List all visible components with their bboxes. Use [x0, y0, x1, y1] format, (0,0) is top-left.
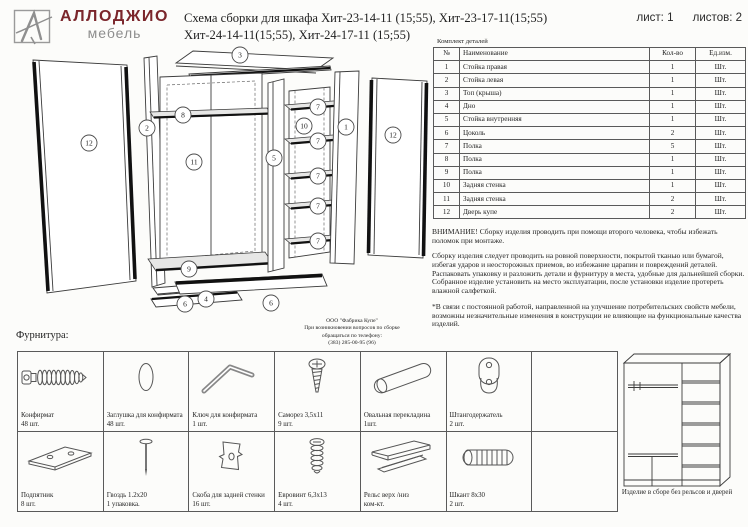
callout-9: [181, 261, 197, 277]
callout-7-1: [310, 99, 326, 115]
table-row: [434, 206, 746, 219]
cell-name: Полка: [460, 153, 650, 166]
col-qty: Кол-во: [650, 48, 696, 61]
cell-num: 6: [434, 127, 460, 140]
hardware-cell-rail: [360, 432, 446, 512]
rail-icon: [362, 435, 444, 481]
hex-key-icon: [191, 355, 273, 401]
cell-unit: Шт.: [696, 74, 746, 87]
factory-phone: (383) 285-00-95 (96): [328, 339, 376, 346]
cell-num: 4: [434, 100, 460, 113]
hardware-cell-hexkey: [189, 352, 275, 432]
note-install: Собранное изделие установить на место эксплуатации, после установки изделие протереть влажной салфеткой.: [432, 277, 724, 296]
confirmat-screw-icon: [19, 355, 101, 401]
svg-text:7: 7: [316, 102, 320, 112]
parts-header-row: [434, 48, 746, 61]
hardware-item-qty: 48 шт.: [21, 420, 40, 428]
cell-name: Полка: [460, 140, 650, 153]
svg-text:11: 11: [190, 157, 198, 167]
cell-name: Полка: [460, 166, 650, 179]
hardware-item-qty: 4 шт.: [278, 500, 293, 508]
hardware-item-qty: 2 шт.: [449, 420, 465, 428]
hardware-cell-nail: [103, 432, 189, 512]
callout-6-bottom: [263, 295, 279, 311]
cell-unit: Шт.: [696, 61, 746, 74]
hardware-item-name: Штангодержатель: [449, 412, 503, 420]
cell-unit: Шт.: [696, 193, 746, 206]
cell-qty: 1: [650, 100, 696, 113]
factory-note-line: При возникновении вопросов по сборке: [304, 325, 400, 332]
brand-name: АЛЛОДЖИО: [60, 8, 170, 25]
cell-unit: Шт.: [696, 113, 746, 126]
cell-num: 3: [434, 87, 460, 100]
cell-qty: 2: [650, 127, 696, 140]
cell-num: 8: [434, 153, 460, 166]
note-surface: Сборку изделия следует проводить на ровной поверхности, покрытой тканью или бумагой, избегая ударов и неосторожных приемов, во избежание царапин и повреждений деталей.: [432, 251, 724, 270]
factory-name: ООО "Фабрика Купе": [326, 318, 378, 324]
euro-screw-icon: [276, 435, 358, 481]
cell-name: Дно: [460, 100, 650, 113]
hardware-item-qty: 9 шт.: [278, 420, 293, 428]
hardware-item-name: Заглушка для конфирмата: [106, 412, 183, 420]
nail-icon: [105, 435, 187, 481]
cell-qty: 2: [650, 206, 696, 219]
hardware-cell-cap: [103, 352, 189, 432]
cell-num: 10: [434, 179, 460, 192]
cell-num: 9: [434, 166, 460, 179]
cell-qty: 1: [650, 61, 696, 74]
table-row: [434, 166, 746, 179]
hardware-item-name: Евровинт 6,3х13: [278, 492, 327, 500]
svg-text:7: 7: [316, 236, 320, 246]
assembly-notes: [432, 228, 746, 336]
page-title: [184, 10, 574, 43]
factory-note-line: обращаться по телефону:: [321, 332, 383, 339]
exploded-diagram: [15, 45, 435, 335]
cell-name: Стойка внутренняя: [460, 113, 650, 126]
cell-unit: Шт.: [696, 100, 746, 113]
hardware-item-qty: 1шт.: [363, 420, 377, 428]
callout-12-right: [385, 127, 401, 143]
hardware-grid: [17, 351, 618, 512]
callout-5: [266, 150, 282, 166]
svg-text:4: 4: [204, 294, 208, 304]
parts-table-caption: Комплект деталей: [437, 38, 488, 45]
callout-10: [296, 118, 312, 134]
hardware-cell-euroscrew: [275, 432, 361, 512]
cell-num: 7: [434, 140, 460, 153]
cell-unit: Шт.: [696, 127, 746, 140]
hardware-item-qty: 1 упаковка.: [106, 500, 140, 508]
callout-3: [232, 47, 248, 63]
cell-num: 12: [434, 206, 460, 219]
cell-qty: 2: [650, 193, 696, 206]
hardware-item-name: Ключ для конфирмата: [192, 412, 258, 420]
cell-qty: 1: [650, 87, 696, 100]
brand-subtitle: мебель: [87, 25, 142, 41]
table-row: [434, 61, 746, 74]
assembled-wardrobe-drawing: [618, 349, 743, 489]
hardware-item-name: Рельс верх /низ: [363, 492, 409, 500]
col-name: Наименование: [460, 48, 650, 61]
parts-table: [433, 47, 746, 219]
sheets-total: листов: 2: [692, 12, 742, 24]
col-unit: Ед.изм.: [696, 48, 746, 61]
hardware-cell-footplate: [18, 432, 104, 512]
svg-text:12: 12: [389, 130, 397, 140]
callout-11: [186, 154, 202, 170]
cell-num: 11: [434, 193, 460, 206]
callout-4: [198, 291, 214, 307]
hardware-row: [18, 432, 618, 512]
right-stand-panel: [330, 71, 359, 264]
hardware-cell-dowel: [446, 432, 532, 512]
table-row: [434, 193, 746, 206]
hardware-item-qty: 8 шт.: [21, 500, 36, 508]
callout-7-3: [310, 168, 326, 184]
hardware-item-name: Саморез 3,5х11: [278, 412, 324, 420]
hardware-item-name: Гвоздь 1.2х20: [106, 492, 147, 500]
table-row: [434, 74, 746, 87]
cell-unit: Шт.: [696, 166, 746, 179]
svg-text:2: 2: [145, 123, 149, 133]
note-unpack: Распаковать упаковку и разложить детали и фурнитуру в места, удобные для дальнейшей сборки.: [432, 268, 745, 278]
hardware-item-name: Шкант 8х30: [449, 492, 485, 500]
cell-name: Цоколь: [460, 127, 650, 140]
cell-unit: Шт.: [696, 179, 746, 192]
rod-holder-icon: [448, 355, 530, 401]
hardware-cell-bracket: [189, 432, 275, 512]
logo-text: [60, 8, 169, 41]
cell-unit: Шт.: [696, 140, 746, 153]
table-row: [434, 100, 746, 113]
warning-note: ВНИМАНИЕ! Сборку изделия проводить при помощи второго человека, чтобы избежать поломок при монтаже.: [432, 227, 718, 245]
cell-qty: 5: [650, 140, 696, 153]
svg-text:5: 5: [272, 153, 276, 163]
hardware-item-qty: 48 шт.: [106, 420, 125, 428]
cell-name: Стойка правая: [460, 61, 650, 74]
dowel-icon: [448, 435, 530, 481]
plinth-long: [175, 274, 327, 294]
hardware-item-qty: ком-кт.: [363, 500, 385, 508]
callout-12-left: [81, 135, 97, 151]
cell-unit: Шт.: [696, 206, 746, 219]
hardware-item-qty: 16 шт.: [192, 500, 211, 508]
cell-qty: 1: [650, 153, 696, 166]
table-row: [434, 153, 746, 166]
table-row: [434, 127, 746, 140]
callout-6-left: [177, 296, 193, 312]
hardware-row: [18, 352, 618, 432]
callout-7-2: [310, 133, 326, 149]
hardware-item-name: Овальная перекладина: [363, 412, 431, 420]
callout-7-5: [310, 233, 326, 249]
hardware-cell-empty: [532, 432, 618, 512]
svg-text:1: 1: [344, 122, 348, 132]
callout-2: [139, 120, 155, 136]
cell-name: Стойка левая: [460, 74, 650, 87]
left-door-panel: [33, 60, 136, 293]
back-wall-bracket-icon: [191, 435, 273, 481]
cell-name: Дверь купе: [460, 206, 650, 219]
page-title-line1: Схема сборки для шкафа Хит-23-14-11 (15;55), Хит-23-17-11(15;55): [184, 11, 548, 25]
assembled-caption: Изделие в сборе без рельсов и дверей: [621, 489, 733, 496]
confirmat-cap-icon: [105, 355, 187, 401]
svg-text:7: 7: [316, 136, 320, 146]
inner-stand-panel: [268, 79, 284, 272]
sheet-info: [621, 12, 742, 24]
large-back-panel: [160, 73, 262, 266]
hardware-cell-samorez: [275, 352, 361, 432]
foot-plate-icon: [19, 435, 101, 481]
table-row: [434, 113, 746, 126]
cell-name: Задняя стенка: [460, 193, 650, 206]
hardware-item-qty: 2 шт.: [449, 500, 465, 508]
table-row: [434, 179, 746, 192]
hardware-cell-rod-holder: [446, 352, 532, 432]
svg-text:7: 7: [316, 171, 320, 181]
hardware-item-name: Подпятник: [21, 492, 54, 500]
hardware-cell-empty: [532, 352, 618, 432]
page-title-line2: Хит-24-14-11(15;55), Хит-24-17-11 (15;55): [184, 27, 411, 42]
cell-name: Топ (крыша): [460, 87, 650, 100]
cell-num: 5: [434, 113, 460, 126]
cell-unit: Шт.: [696, 87, 746, 100]
callout-1: [338, 119, 354, 135]
hardware-item-name: Конфирмат: [21, 412, 55, 420]
hardware-item-qty: 1 шт.: [192, 420, 208, 428]
svg-text:3: 3: [238, 50, 242, 60]
assembly-instructions: [432, 252, 746, 295]
cell-qty: 1: [650, 113, 696, 126]
right-door-panel: [368, 78, 427, 258]
table-row: [434, 87, 746, 100]
self-tapping-screw-icon: [276, 355, 358, 401]
hardware-cell-confirmat: [18, 352, 104, 432]
svg-text:10: 10: [300, 121, 308, 131]
svg-text:8: 8: [181, 110, 185, 120]
hardware-cell-oval-rod: [360, 352, 446, 432]
disclaimer-note: *В связи с постоянной работой, направленной на улучшение потребительских свойств мебели, возможны незначительные изменения в конструкции не влияющие на функциональные качества изделий.: [432, 301, 742, 329]
svg-text:7: 7: [316, 201, 320, 211]
factory-contact: [262, 318, 442, 347]
oval-rod-icon: [362, 355, 444, 401]
cell-num: 2: [434, 74, 460, 87]
callout-7-4: [310, 198, 326, 214]
svg-text:12: 12: [85, 138, 93, 148]
cell-num: 1: [434, 61, 460, 74]
sheet-number: лист: 1: [636, 12, 674, 24]
cell-qty: 1: [650, 166, 696, 179]
cell-name: Задняя стенка: [460, 179, 650, 192]
svg-text:9: 9: [187, 264, 191, 274]
hardware-item-name: Скоба для задней стенки: [192, 492, 265, 500]
brand-logo: [13, 8, 169, 46]
cell-unit: Шт.: [696, 153, 746, 166]
cell-qty: 1: [650, 74, 696, 87]
col-number: №: [434, 48, 460, 61]
svg-text:6: 6: [183, 299, 187, 309]
logo-mark-icon: [13, 8, 53, 46]
hardware-heading: Фурнитура:: [16, 330, 69, 341]
table-row: [434, 140, 746, 153]
cell-qty: 1: [650, 179, 696, 192]
callout-8: [175, 107, 191, 123]
svg-text:6: 6: [269, 298, 273, 308]
